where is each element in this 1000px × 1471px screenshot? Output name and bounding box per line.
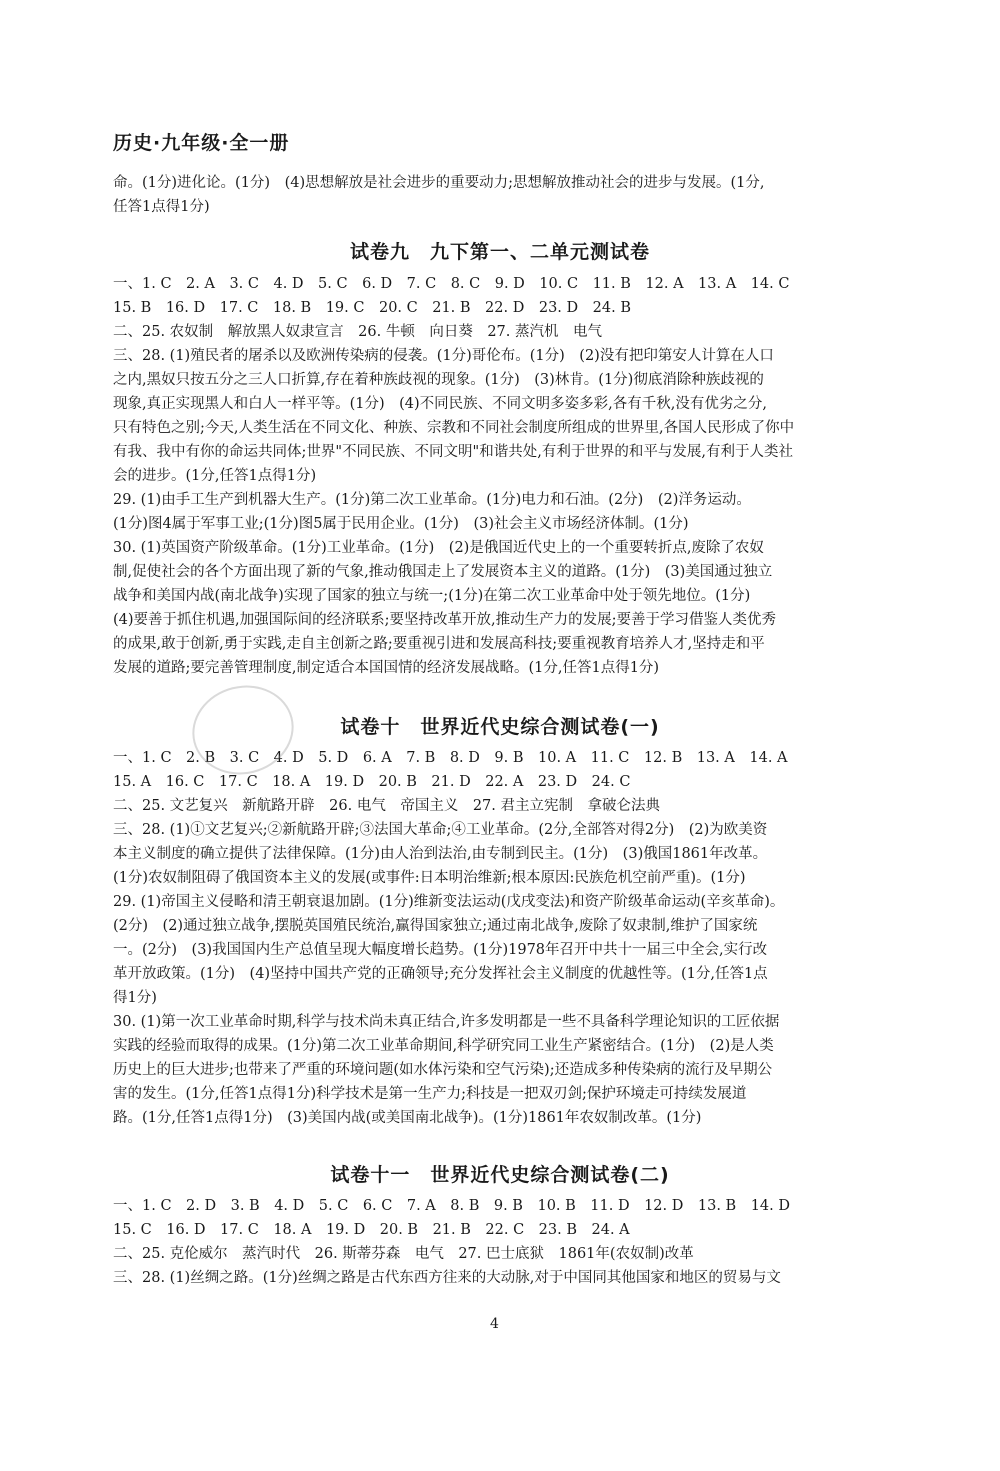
answer-line: 29. (1)帝国主义侵略和清王朝衰退加剧。(1分)维新变法运动(戊戌变法)和资产阶级革命运动(辛亥革命)。 xyxy=(113,894,785,910)
book-header: 历史·九年级·全一册 xyxy=(113,132,290,154)
answer-line: 会的进步。(1分,任答1点得1分) xyxy=(113,468,317,484)
answer-line: 路。(1分,任答1点得1分) (3)美国内战(或美国南北战争)。(1分)1861年农奴制改革。(1分) xyxy=(113,1110,702,1126)
answer-line: 二、25. 农奴制 解放黑人奴隶宣言 26. 牛顿 向日葵 27. 蒸汽机 电气 xyxy=(113,324,603,340)
answer-line: 一、1. C 2. A 3. C 4. D 5. C 6. D 7. C 8. C 9. D 10. C 11. B 12. A 13. A 14. C xyxy=(113,276,790,292)
answer-line: 制,促使社会的各个方面出现了新的气象,推动俄国走上了发展资本主义的道路。(1分) (3)美国通过独立 xyxy=(113,564,773,580)
intro-line: 任答1点得1分) xyxy=(113,199,210,215)
answer-line: (1分)图4属于军事工业;(1分)图5属于民用企业。(1分) (3)社会主义市场经济体制。(1分) xyxy=(113,516,689,532)
answer-line: 有我、我中有你的命运共同体;世界"不同民族、不同文明"和谐共处,有利于世界的和平与发展,有利于人类社 xyxy=(113,444,793,460)
answer-line: 革开放政策。(1分) (4)坚持中国共产党的正确领导;充分发挥社会主义制度的优越性等。(1分,任答1点 xyxy=(113,966,768,982)
answer-line: 只有特色之别;今天,人类生活在不同文化、种族、宗教和不同社会制度所组成的世界里,各国人民形成了你中 xyxy=(113,420,795,436)
answer-line: 15. A 16. C 17. C 18. A 19. D 20. B 21. D 22. A 23. D 24. C xyxy=(113,774,631,790)
intro-line: 命。(1分)进化论。(1分) (4)思想解放是社会进步的重要动力;思想解放推动社会的进步与发展。(1分, xyxy=(113,175,765,191)
answer-line: 实践的经验而取得的成果。(1分)第二次工业革命期间,科学研究同工业生产紧密结合。(1分) (2)是人类 xyxy=(113,1038,774,1054)
answer-line: 29. (1)由手工生产到机器大生产。(1分)第二次工业革命。(1分)电力和石油。(2分) (2)洋务运动。 xyxy=(113,492,751,508)
answer-line: 15. B 16. D 17. C 18. B 19. C 20. C 21. B 22. D 23. D 24. B xyxy=(113,300,631,316)
answer-line: (2分) (2)通过独立战争,摆脱英国殖民统治,赢得国家独立;通过南北战争,废除了奴隶制,维护了国家统 xyxy=(113,918,758,934)
answer-line: (4)要善于抓住机遇,加强国际间的经济联系;要坚持改革开放,推动生产力的发展;要善于学习借鉴人类优秀 xyxy=(113,612,777,628)
answer-line: 之内,黑奴只按五分之三人口折算,存在着种族歧视的现象。(1分) (3)林肯。(1分)彻底消除种族歧视的 xyxy=(113,372,764,388)
answer-line: 一、1. C 2. B 3. C 4. D 5. D 6. A 7. B 8. D 9. B 10. A 11. C 12. B 13. A 14. A xyxy=(113,750,788,766)
answer-line: (1分)农奴制阻碍了俄国资本主义的发展(或事件:日本明治维新;根本原因:民族危机空前严重)。(1分) xyxy=(113,870,746,886)
section-title: 试卷十 世界近代史综合测试卷(一) xyxy=(340,716,660,738)
section-title: 试卷九 九下第一、二单元测试卷 xyxy=(349,241,650,263)
answer-line: 一、1. C 2. D 3. B 4. D 5. C 6. C 7. A 8. B 9. B 10. B 11. D 12. D 13. B 14. D xyxy=(113,1198,790,1214)
watermark-stamp xyxy=(183,675,303,785)
answer-line: 历史上的巨大进步;也带来了严重的环境问题(如水体污染和空气污染);还造成多种传染病的流行及早期公 xyxy=(113,1062,773,1078)
answer-line: 二、25. 克伦威尔 蒸汽时代 26. 斯蒂芬森 电气 27. 巴士底狱 1861年(农奴制)改革 xyxy=(113,1246,694,1262)
answer-line: 30. (1)英国资产阶级革命。(1分)工业革命。(1分) (2)是俄国近代史上的一个重要转折点,废除了农奴 xyxy=(113,540,764,556)
answer-line: 30. (1)第一次工业革命时期,科学与技术尚未真正结合,许多发明都是一些不具备科学理论知识的工匠依据 xyxy=(113,1014,780,1030)
answer-line: 害的发生。(1分,任答1点得1分)科学技术是第一生产力;科技是一把双刃剑;保护环境走可持续发展道 xyxy=(113,1086,747,1102)
answer-line: 三、28. (1)丝绸之路。(1分)丝绸之路是古代东西方往来的大动脉,对于中国同其他国家和地区的贸易与文 xyxy=(113,1270,781,1286)
answer-line: 15. C 16. D 17. C 18. A 19. D 20. B 21. B 22. C 23. B 24. A xyxy=(113,1222,630,1238)
answer-line: 得1分) xyxy=(113,990,157,1006)
page-number: 4 xyxy=(490,1316,499,1332)
answer-line: 现象,真正实现黑人和白人一样平等。(1分) (4)不同民族、不同文明多姿多彩,各有千秋,没有优劣之分, xyxy=(113,396,768,412)
answer-line: 发展的道路;要完善管理制度,制定适合本国国情的经济发展战略。(1分,任答1点得1分) xyxy=(113,660,660,676)
answer-line: 二、25. 文艺复兴 新航路开辟 26. 电气 帝国主义 27. 君主立宪制 拿破仑法典 xyxy=(113,798,661,814)
answer-line: 三、28. (1)①文艺复兴;②新航路开辟;③法国大革命;④工业革命。(2分,全部答对得2分) (2)为欧美资 xyxy=(113,822,768,838)
answer-line: 一。(2分) (3)我国国内生产总值呈现大幅度增长趋势。(1分)1978年召开中共十一届三中全会,实行改 xyxy=(113,942,768,958)
section-title: 试卷十一 世界近代史综合测试卷(二) xyxy=(330,1164,670,1186)
answer-line: 三、28. (1)殖民者的屠杀以及欧洲传染病的侵袭。(1分)哥伦布。(1分) (2)没有把印第安人计算在人口 xyxy=(113,348,774,364)
answer-line: 的成果,敢于创新,勇于实践,走自主创新之路;要重视引进和发展高科技;要重视教育培养人才,坚持走和平 xyxy=(113,636,765,652)
answer-line: 本主义制度的确立提供了法律保障。(1分)由人治到法治,由专制到民主。(1分) (3)俄国1861年改革。 xyxy=(113,846,768,862)
answer-site-logo xyxy=(795,1368,985,1463)
answer-line: 战争和美国内战(南北战争)实现了国家的独立与统一;(1分)在第二次工业革命中处于领先地位。(1分) xyxy=(113,588,751,604)
